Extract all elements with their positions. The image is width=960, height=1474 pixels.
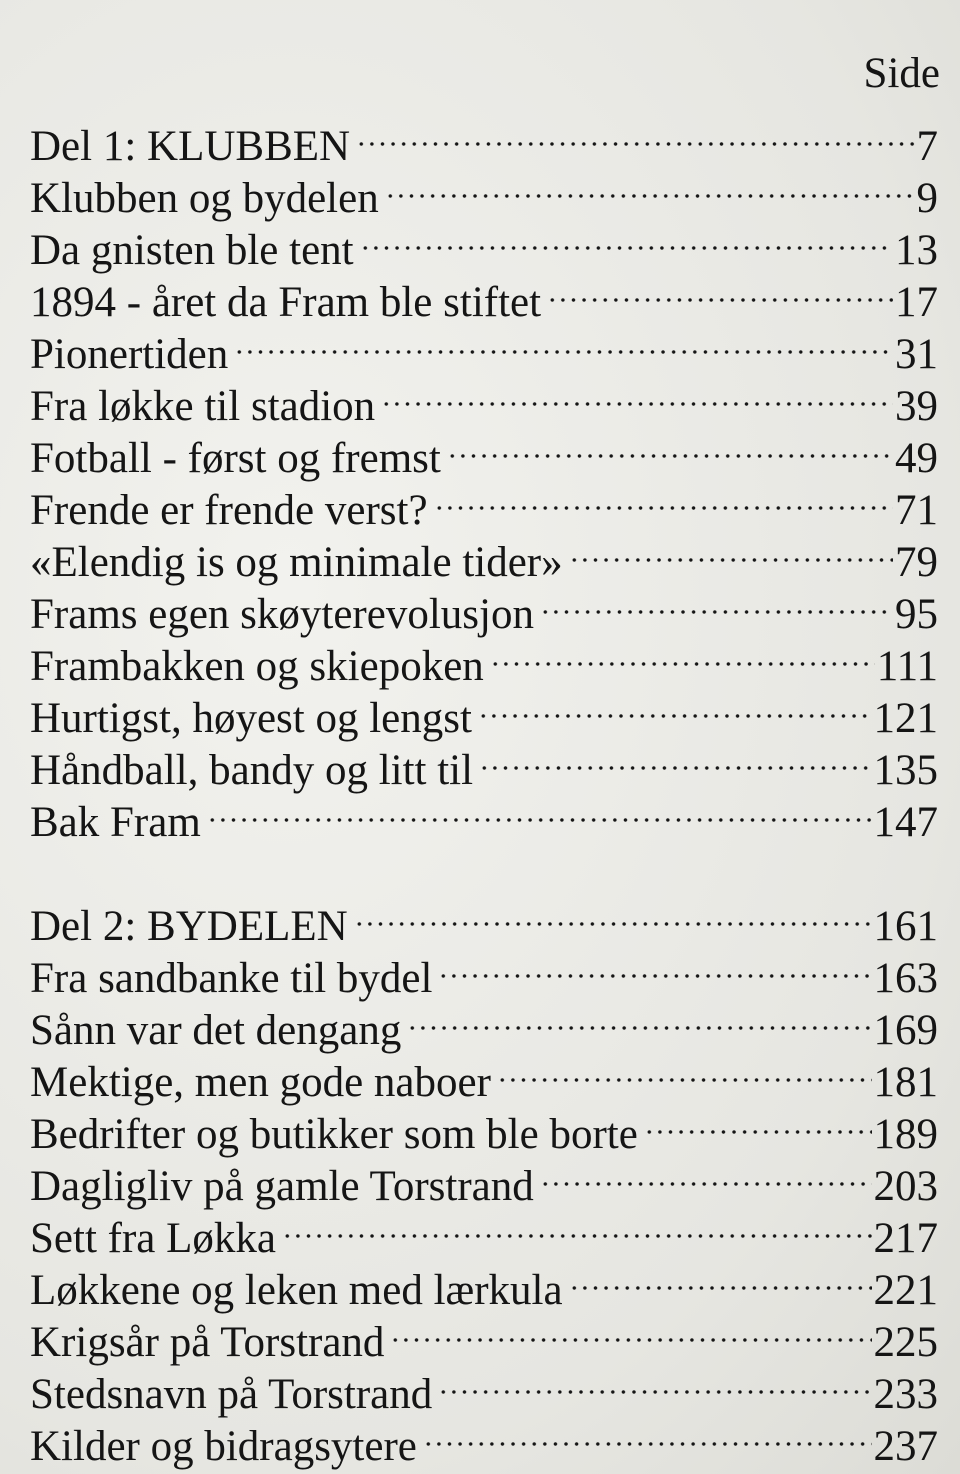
toc-entry-page: 233 — [873, 1371, 938, 1418]
toc-entry-page: 169 — [873, 1007, 938, 1054]
dot-leader — [356, 108, 914, 160]
dot-leader — [569, 524, 893, 576]
toc-entry-page: 79 — [895, 539, 938, 586]
dot-leader — [540, 576, 893, 628]
dot-leader — [282, 1200, 872, 1252]
dot-leader — [407, 992, 871, 1044]
dot-leader — [490, 628, 875, 680]
toc-entry-title: Sett fra Løkka — [30, 1215, 276, 1262]
toc-entry-page: 13 — [895, 227, 938, 274]
toc-entry-title: 1894 - året da Fram ble stiftet — [30, 279, 542, 326]
toc-entry-page: 17 — [895, 279, 938, 326]
toc-entry-page: 221 — [873, 1267, 938, 1314]
toc-entry-title: «Elendig is og minimale tider» — [30, 539, 563, 586]
dot-leader — [207, 784, 872, 836]
toc-entry-page: 147 — [873, 799, 938, 846]
dot-leader — [381, 368, 893, 420]
dot-leader — [234, 316, 893, 368]
toc-entry-title: Hurtigst, høyest og lengst — [30, 695, 472, 742]
toc-entry-title: Løkkene og leken med lærkula — [30, 1267, 563, 1314]
toc-entry-page: 217 — [873, 1215, 938, 1262]
dot-leader — [385, 160, 915, 212]
toc-list — [30, 108, 938, 1470]
toc-entry-title: Mektige, men gode naboer — [30, 1059, 491, 1106]
toc-entry-page: 71 — [895, 487, 938, 534]
toc-entry-page: 161 — [873, 903, 938, 950]
toc-part-heading[interactable] — [30, 108, 938, 170]
toc-entry-page: 9 — [916, 175, 938, 222]
dot-leader — [447, 420, 893, 472]
dot-leader — [360, 212, 893, 264]
toc-entry-page: 7 — [916, 123, 938, 170]
toc-entry-page: 121 — [873, 695, 938, 742]
dot-leader — [354, 888, 872, 940]
toc-entry-page: 237 — [873, 1423, 938, 1470]
page-column-header: Side — [863, 50, 940, 97]
toc-entry-title: Da gnisten ble tent — [30, 227, 354, 274]
toc-entry-page: 31 — [895, 331, 938, 378]
toc-entry-page: 135 — [873, 747, 938, 794]
dot-leader — [478, 680, 872, 732]
toc-entry-page: 203 — [873, 1163, 938, 1210]
dot-leader — [423, 1408, 872, 1460]
toc-entry-title: Fra sandbanke til bydel — [30, 955, 433, 1002]
dot-leader — [547, 264, 893, 316]
toc-entry-title: Bedrifter og butikker som ble borte — [30, 1111, 638, 1158]
toc-entry-title: Del 2: BYDELEN — [30, 903, 348, 950]
dot-leader — [540, 1148, 872, 1200]
toc-entry-title: Kilder og bidragsytere — [30, 1423, 417, 1470]
toc-entry-title: Dagligliv på gamle Torstrand — [30, 1163, 534, 1210]
dot-leader — [569, 1252, 872, 1304]
toc-entry-title: Del 1: KLUBBEN — [30, 123, 351, 170]
toc-entry-title: Fotball - først og fremst — [30, 435, 441, 482]
toc-entry-page: 39 — [895, 383, 938, 430]
toc-entry-page: 181 — [873, 1059, 938, 1106]
toc-entry-title: Frende er frende verst? — [30, 487, 428, 534]
toc-entry-title: Frams egen skøyterevolusjon — [30, 591, 534, 638]
dot-leader — [479, 732, 871, 784]
toc-entry-title: Krigsår på Torstrand — [30, 1319, 385, 1366]
dot-leader — [390, 1304, 871, 1356]
toc-entry-title: Fra løkke til stadion — [30, 383, 376, 430]
toc-entry-title: Frambakken og skiepoken — [30, 643, 484, 690]
toc-entry-page: 111 — [876, 643, 938, 690]
toc-entry-page: 95 — [895, 591, 938, 638]
dot-leader — [434, 472, 893, 524]
toc-entry-page: 225 — [873, 1319, 938, 1366]
dot-leader — [438, 1356, 871, 1408]
toc-entry-page: 189 — [873, 1111, 938, 1158]
toc-entry-title: Håndball, bandy og litt til — [30, 747, 474, 794]
toc-entry-title: Bak Fram — [30, 799, 201, 846]
dot-leader — [438, 940, 871, 992]
dot-leader — [644, 1096, 872, 1148]
toc-entry-title: Pionertiden — [30, 331, 229, 378]
toc-part-heading[interactable] — [30, 888, 938, 950]
toc-entry-title: Klubben og bydelen — [30, 175, 379, 222]
toc-entry-page: 163 — [873, 955, 938, 1002]
toc-entry-title: Sånn var det dengang — [30, 1007, 402, 1054]
dot-leader — [497, 1044, 872, 1096]
toc-entry-page: 49 — [895, 435, 938, 482]
toc-entry-title: Stedsnavn på Torstrand — [30, 1371, 433, 1418]
